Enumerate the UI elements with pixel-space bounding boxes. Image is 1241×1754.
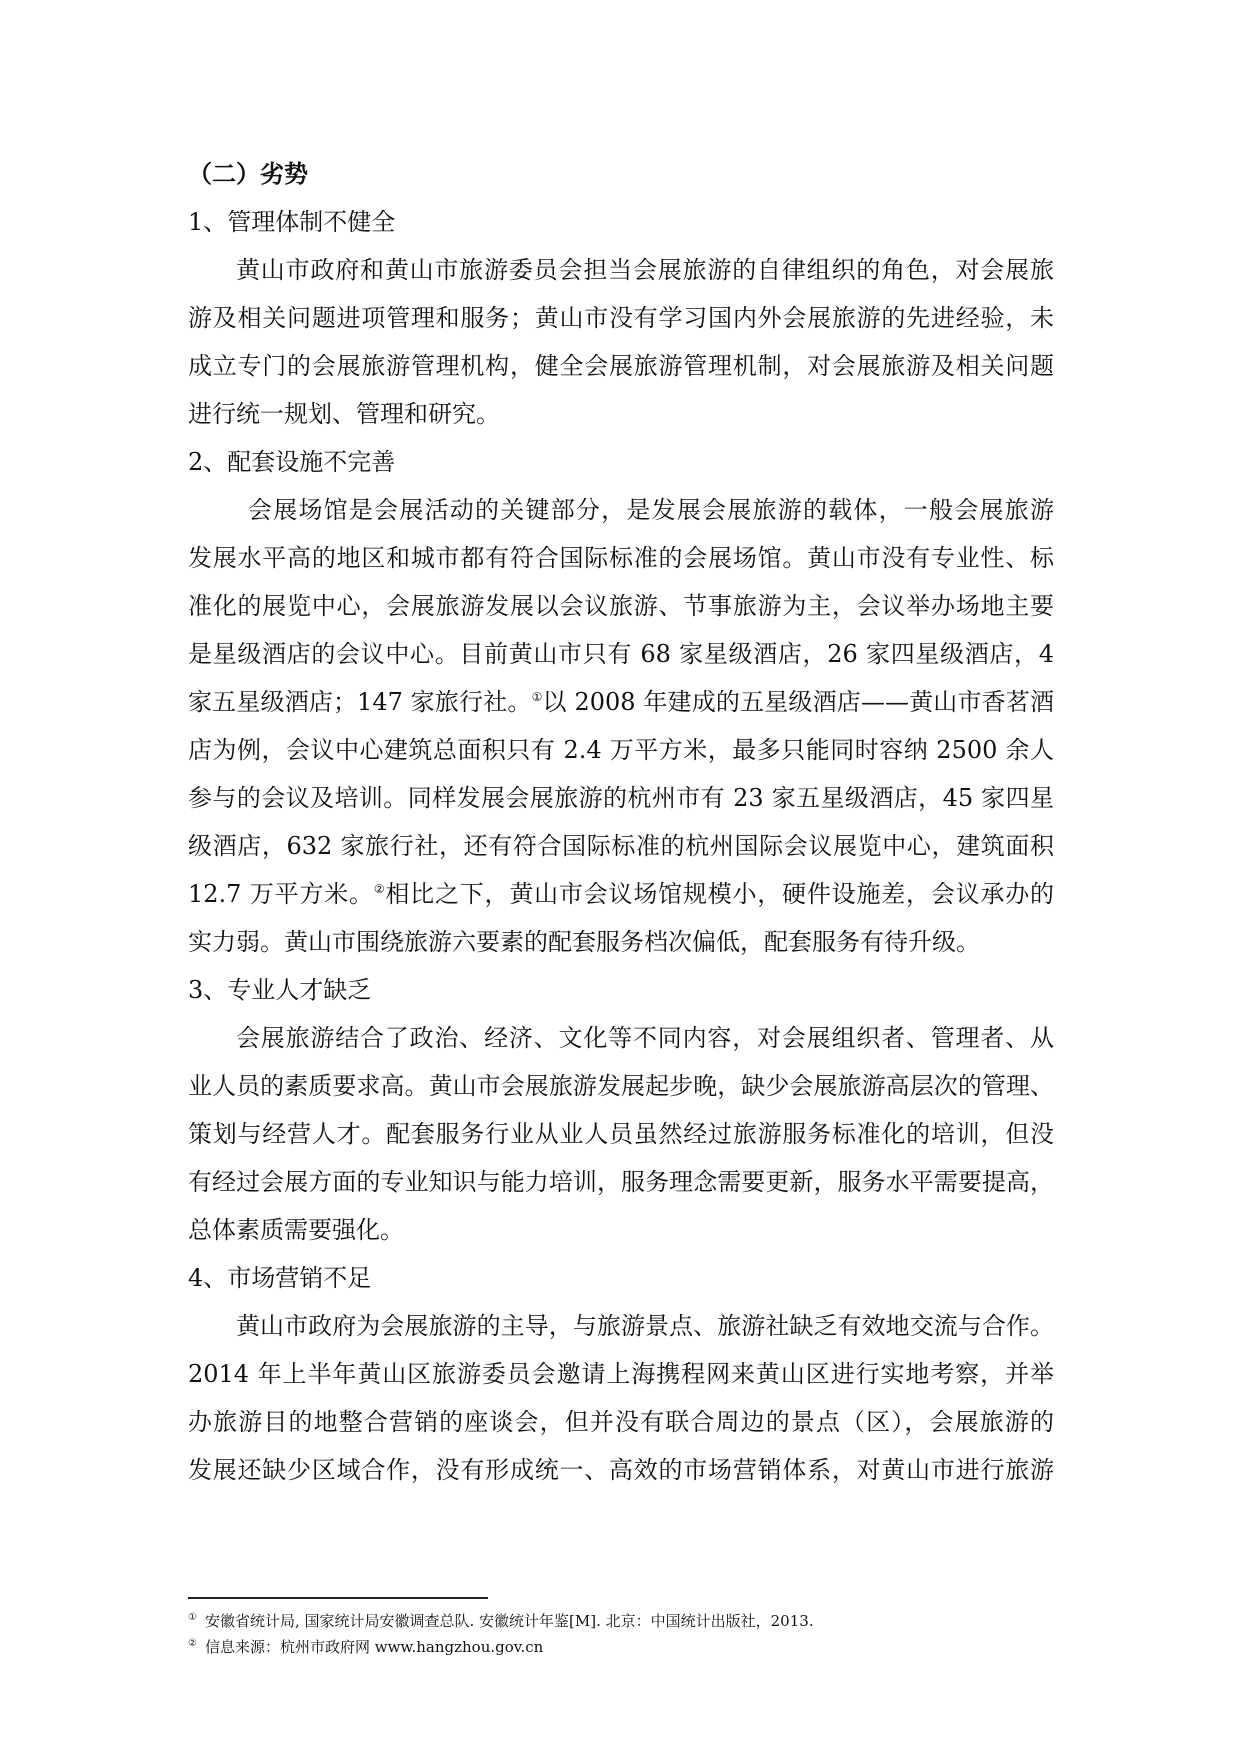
paragraph-line: 策划与经营人才。配套服务行业从业人员虽然经过旅游服务标准化的培训，但没 — [188, 1120, 1054, 1148]
line-text: 以 2008 年建成的五星级酒店——黄山市香茗酒 — [542, 688, 1054, 716]
footnote-mark: ① — [188, 1612, 197, 1623]
footnote-marker-2[interactable]: ② — [373, 882, 386, 896]
paragraph-line: 成立专门的会展旅游管理机构，健全会展旅游管理机制，对会展旅游及相关问题 — [188, 352, 1054, 380]
paragraph-line: 会展旅游结合了政治、经济、文化等不同内容，对会展组织者、管理者、从 — [236, 1024, 1054, 1052]
footnote-divider — [188, 1597, 488, 1599]
paragraph-1 — [188, 246, 1054, 438]
footnote-2 — [188, 1634, 1054, 1660]
paragraph-4 — [188, 1302, 1054, 1494]
footnote-1 — [188, 1608, 1054, 1634]
line-text: 家五星级酒店；147 家旅行社。 — [188, 688, 532, 716]
footnote-mark: ② — [188, 1638, 197, 1649]
paragraph-line: 业人员的素质要求高。黄山市会展旅游发展起步晚，缺少会展旅游高层次的管理、 — [188, 1072, 1054, 1100]
paragraph-line: 进行统一规划、管理和研究。 — [188, 400, 500, 428]
paragraph-line: 有经过会展方面的专业知识与能力培训，服务理念需要更新，服务水平需要提高， — [188, 1168, 1054, 1196]
paragraph-line: 黄山市政府和黄山市旅游委员会担当会展旅游的自律组织的角色，对会展旅 — [236, 256, 1054, 284]
paragraph-line: 店为例，会议中心建筑总面积只有 2.4 万平方米，最多只能同时容纳 2500 余人 — [188, 736, 1054, 764]
paragraph-line: 发展还缺少区域合作，没有形成统一、高效的市场营销体系，对黄山市进行旅游 — [188, 1456, 1054, 1484]
paragraph-line: 发展水平高的地区和城市都有符合国际标准的会展场馆。黄山市没有专业性、标 — [188, 544, 1054, 572]
paragraph-line: 参与的会议及培训。同样发展会展旅游的杭州市有 23 家五星级酒店，45 家四星 — [188, 784, 1054, 812]
footnote-text: 信息来源：杭州市政府网 www.hangzhou.gov.cn — [204, 1638, 544, 1656]
line-text: 12.7 万平方米。 — [188, 880, 374, 908]
paragraph-line: 黄山市政府为会展旅游的主导，与旅游景点、旅游社缺乏有效地交流与合作。 — [236, 1312, 1054, 1340]
paragraph-line: 级酒店，632 家旅行社，还有符合国际标准的杭州国际会议展览中心，建筑面积 — [188, 832, 1054, 860]
document-body — [188, 150, 1054, 1494]
footnote-marker-1[interactable]: ① — [531, 690, 543, 704]
item-heading-1: 1、管理体制不健全 — [188, 208, 396, 236]
line-text: 相比之下，黄山市会议场馆规模小，硬件设施差，会议承办的 — [385, 880, 1054, 908]
item-heading-2: 2、配套设施不完善 — [188, 448, 396, 476]
paragraph-line: 游及相关问题进项管理和服务；黄山市没有学习国内外会展旅游的先进经验，未 — [188, 304, 1054, 332]
paragraph-line: 总体素质需要强化。 — [188, 1216, 404, 1244]
footnote-text: 安徽省统计局, 国家统计局安徽调查总队. 安徽统计年鉴[M]. 北京：中国统计出版社，2013. — [204, 1612, 814, 1630]
section-title: （二）劣势 — [188, 160, 308, 188]
paragraph-line-with-footnote — [188, 678, 1054, 726]
paragraph-3 — [188, 1014, 1054, 1254]
paragraph-2 — [188, 486, 1054, 966]
paragraph-line: 会展场馆是会展活动的关键部分，是发展会展旅游的载体，一般会展旅游 — [248, 496, 1054, 524]
paragraph-line: 办旅游目的地整合营销的座谈会，但并没有联合周边的景点（区），会展旅游的 — [188, 1408, 1054, 1436]
paragraph-line: 2014 年上半年黄山区旅游委员会邀请上海携程网来黄山区进行实地考察，并举 — [188, 1360, 1054, 1388]
item-heading-4: 4、市场营销不足 — [188, 1264, 372, 1292]
paragraph-line: 是星级酒店的会议中心。目前黄山市只有 68 家星级酒店，26 家四星级酒店，4 — [188, 640, 1054, 668]
paragraph-line-with-footnote — [188, 870, 1054, 918]
paragraph-line: 实力弱。黄山市围绕旅游六要素的配套服务档次偏低，配套服务有待升级。 — [188, 928, 980, 956]
item-heading-3: 3、专业人才缺乏 — [188, 976, 372, 1004]
paragraph-line: 准化的展览中心，会展旅游发展以会议旅游、节事旅游为主，会议举办场地主要 — [188, 592, 1054, 620]
footnotes — [188, 1608, 1054, 1660]
